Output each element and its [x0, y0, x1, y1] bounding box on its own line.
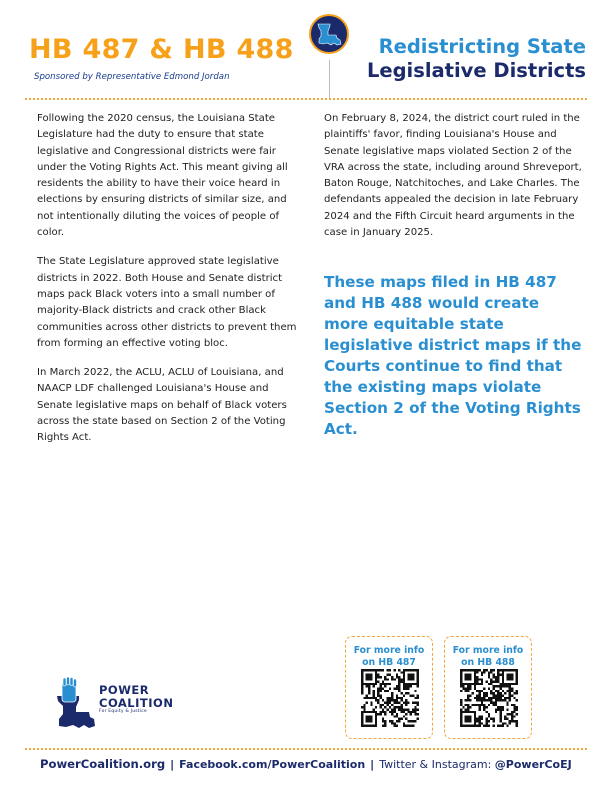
topic-title-line1: Redistricting State — [378, 35, 586, 58]
social-handle-link[interactable]: @PowerCoEJ — [494, 758, 572, 771]
right-column — [324, 111, 582, 254]
footer-separator: | — [170, 758, 175, 771]
info-box-hb488-line2: on HB 488 — [461, 657, 515, 668]
info-box-hb487-line2: on HB 487 — [362, 657, 416, 668]
bill-title: HB 487 & HB 488 — [29, 34, 294, 65]
footer-dotted-rule — [25, 748, 587, 750]
info-box-hb487[interactable] — [345, 636, 433, 739]
info-box-hb488-line1: For more info — [452, 645, 524, 656]
left-paragraph-2: The State Legislature approved state legislative districts in 2022. Both House and Senate district maps pack Black voters into a small number of majority-Black districts and crack other Black communities across other districts to prevent them from forming an effective voting bloc. — [37, 256, 297, 349]
header-divider — [329, 60, 330, 100]
logo-tagline: For Equity & Justice — [99, 709, 147, 714]
callout-statement: These maps filed in HB 487 and HB 488 would create more equitable state legislative district maps if the Courts continue to find that the existing maps violate Section 2 of the Voting Rights Act. — [324, 273, 582, 438]
left-paragraph-1: Following the 2020 census, the Louisiana State Legislature had the duty to ensure that state legislative and Congressional districts were fair under the Voting Rights Act. This meant giving all residents the ability to have their voice heard in elections by ensuring districts of similar size, and not intentionally diluting the voices of people of color. — [37, 113, 288, 239]
louisiana-badge-icon — [309, 14, 349, 54]
logo-text-coalition: COALITION — [99, 696, 174, 710]
facebook-link[interactable]: Facebook.com/PowerCoalition — [179, 758, 366, 771]
qr-code-hb488[interactable] — [460, 669, 518, 727]
footer — [40, 757, 572, 771]
logo-text-power: POWER — [99, 683, 150, 697]
qr-code-hb487[interactable] — [361, 669, 419, 727]
info-box-hb487-line1: For more info — [353, 645, 425, 656]
header-dotted-rule — [25, 98, 587, 100]
left-paragraph-3: In March 2022, the ACLU, ACLU of Louisiana, and NAACP LDF challenged Louisiana's House and Senate legislative maps on behalf of Black voters across the state based on Section 2 of the Voting Rights Act. — [37, 367, 287, 444]
info-box-hb488[interactable] — [444, 636, 532, 739]
left-column — [37, 111, 297, 460]
footer-separator: | — [370, 758, 375, 771]
website-link[interactable]: PowerCoalition.org — [40, 757, 166, 771]
social-label: Twitter & Instagram: — [379, 758, 492, 771]
topic-title-line2: Legislative Districts — [366, 59, 586, 82]
sponsor-line: Sponsored by Representative Edmond Jordan — [34, 72, 230, 82]
right-paragraph-1: On February 8, 2024, the district court ruled in the plaintiffs' favor, finding Louisiana's House and Senate legislative maps violated Section 2 of the VRA across the state, including around Shreveport, Baton Rouge, Natchitoches, and Lake Charles. The defendants appealed the decision in late February 2024 and the Fifth Circuit heard arguments in the case in January 2025. — [324, 113, 582, 239]
power-coalition-logo-icon — [55, 676, 97, 738]
